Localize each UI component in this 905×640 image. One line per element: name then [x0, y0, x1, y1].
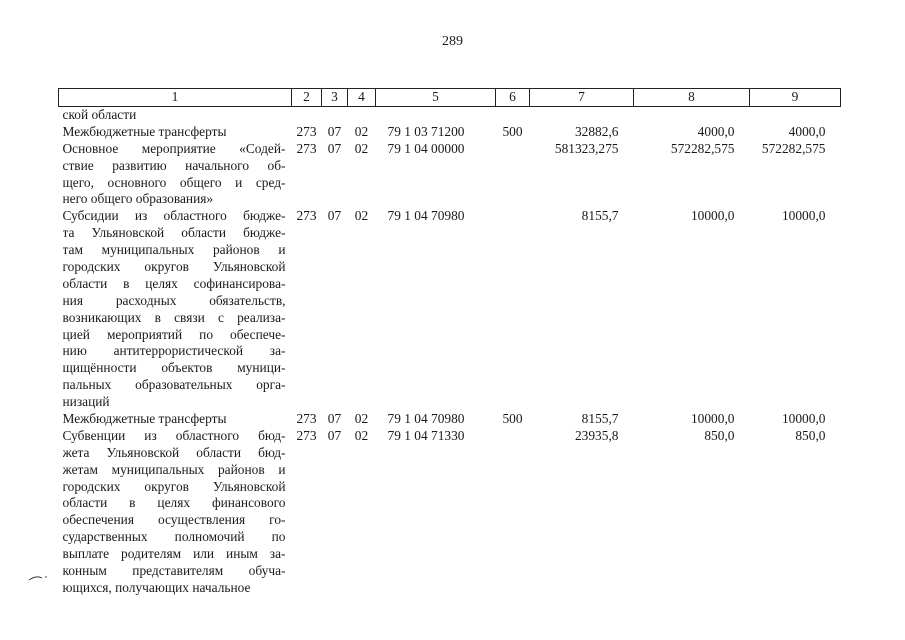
col-4-cell: 02	[354, 427, 369, 443]
col-3-cell: 07	[327, 427, 342, 443]
col-5-cell: 79 1 04 70980	[387, 411, 465, 426]
row-name-line: ния расходных обязательств,	[62, 292, 286, 308]
column-header-3: 3	[322, 89, 348, 107]
row-name-line: городских округов Ульяновской	[62, 258, 286, 274]
column-header-2: 2	[292, 89, 322, 107]
row-name-line: конным представителям обуча-	[62, 563, 286, 579]
col-6-cell	[496, 106, 530, 123]
column-header-9: 9	[750, 89, 841, 107]
row-name-line: области в целях финансового	[62, 495, 286, 511]
row-name-line: ской области	[62, 106, 137, 122]
col-9-cell: 4000,0	[788, 123, 826, 139]
col-8-cell: 10000,0	[690, 208, 735, 224]
row-name-line: Межбюджетные трансферты	[62, 411, 227, 426]
row-name-line: та Ульяновской области бюдже-	[62, 225, 286, 241]
column-header-6: 6	[496, 89, 530, 107]
col-2-cell: 273	[296, 140, 317, 156]
col-9-cell: 10000,0	[781, 411, 826, 426]
row-name-line: Субвенции из областного бюд-	[62, 427, 286, 443]
col-6-cell	[496, 208, 530, 411]
col-9-cell	[750, 106, 841, 123]
row-name-line: Основное мероприятие «Содей-	[62, 140, 286, 156]
row-name-line: городских округов Ульяновской	[62, 478, 286, 494]
row-name-line: нию антитеррористической за-	[62, 343, 286, 359]
col-8-cell: 4000,0	[697, 123, 735, 139]
col-3-cell: 07	[327, 123, 342, 139]
col-9-cell: 572282,575	[761, 140, 826, 156]
col-7-cell	[530, 106, 634, 123]
col-8-cell: 572282,575	[670, 140, 735, 156]
column-header-7: 7	[530, 89, 634, 107]
col-6-cell	[496, 428, 530, 597]
col-7-cell: 23935,8	[574, 427, 619, 443]
row-name-line: сударственных полномочий по	[62, 529, 286, 545]
col-2-cell: 273	[296, 208, 317, 224]
column-header-4: 4	[348, 89, 376, 107]
row-name-line: него общего образования»	[62, 191, 214, 207]
col-7-cell: 581323,275	[554, 140, 619, 156]
row-name-line: выплате родителям или иным за-	[62, 546, 286, 562]
col-4-cell	[348, 106, 376, 123]
col-7-cell: 8155,7	[581, 208, 619, 224]
row-name	[59, 124, 292, 141]
col-4-cell: 02	[354, 411, 369, 426]
col-7-cell: 32882,6	[574, 123, 619, 139]
row-name-line: области в целях софинансирова-	[62, 275, 286, 291]
row-name-line: пальных образовательных орга-	[62, 377, 286, 393]
col-2-cell: 273	[296, 411, 317, 426]
row-name-line: жета Ульяновской области бюд-	[62, 444, 286, 460]
col-9-cell: 850,0	[795, 427, 826, 443]
row-name-line: ющихся, получающих начальное	[62, 579, 251, 595]
row-name-line: Межбюджетные трансферты	[62, 123, 227, 139]
row-name	[59, 208, 292, 411]
col-2-cell: 273	[296, 427, 317, 443]
col-4-cell: 02	[354, 208, 369, 224]
column-header-1: 1	[59, 89, 292, 107]
col-2-cell	[292, 106, 322, 123]
column-header-8: 8	[634, 89, 750, 107]
col-3-cell	[322, 106, 348, 123]
row-name-line: возникающих в связи с реализа-	[62, 309, 286, 325]
row-name-line: обеспечения осуществления го-	[62, 512, 286, 528]
col-5-cell: 79 1 04 71330	[387, 427, 465, 443]
col-3-cell: 07	[327, 140, 342, 156]
table-row	[59, 106, 841, 123]
row-name	[59, 411, 292, 428]
row-name-line: Субсидии из областного бюдже-	[62, 208, 286, 224]
col-4-cell: 02	[354, 123, 369, 139]
table-row	[59, 208, 841, 411]
row-name-line: цией мероприятий по обеспече-	[62, 326, 286, 342]
col-9-cell: 10000,0	[781, 208, 826, 224]
table-row	[59, 141, 841, 209]
col-7-cell: 8155,7	[581, 411, 619, 426]
row-name	[59, 428, 292, 597]
col-6-cell: 500	[502, 123, 523, 139]
col-8-cell: 10000,0	[690, 411, 735, 426]
row-name-line: жетам муниципальных районов и	[62, 461, 286, 477]
row-name-line: ствие развитию начального об-	[62, 157, 286, 173]
row-name	[59, 106, 292, 123]
col-3-cell: 07	[327, 411, 342, 426]
col-5-cell	[376, 106, 496, 123]
col-6-cell	[496, 141, 530, 209]
col-5-cell: 79 1 04 00000	[387, 140, 465, 156]
col-8-cell: 850,0	[704, 427, 735, 443]
row-name-line: там муниципальных районов и	[62, 242, 286, 258]
page-number: 289	[442, 34, 463, 49]
row-name-line: щищённости объектов муници-	[62, 360, 286, 376]
col-6-cell: 500	[502, 411, 523, 426]
column-header-5: 5	[376, 89, 496, 107]
row-name-line: щего, основного общего и сред-	[62, 174, 286, 190]
col-2-cell: 273	[296, 123, 317, 139]
col-3-cell: 07	[327, 208, 342, 224]
table-header-row	[59, 89, 841, 107]
col-5-cell: 79 1 04 70980	[387, 208, 465, 224]
col-4-cell: 02	[354, 140, 369, 156]
table-row	[59, 411, 841, 428]
row-name	[59, 141, 292, 209]
table-row	[59, 124, 841, 141]
budget-table	[58, 88, 841, 597]
col-8-cell	[634, 106, 750, 123]
row-name-line: низаций	[62, 394, 110, 410]
table-row	[59, 428, 841, 597]
scan-mark	[28, 574, 50, 582]
col-5-cell: 79 1 03 71200	[387, 123, 465, 139]
